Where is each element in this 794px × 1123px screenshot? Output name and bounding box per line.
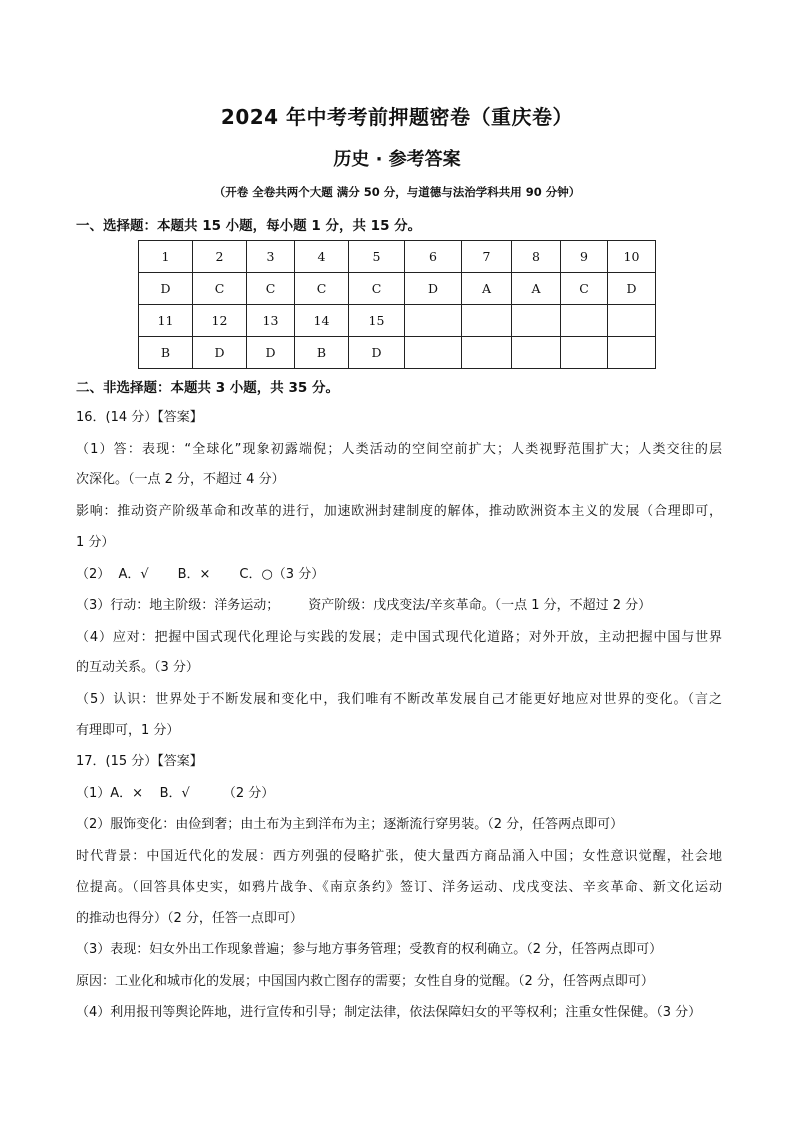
table-cell: [405, 305, 462, 337]
text-line: 的互动关系。（3 分）: [76, 660, 199, 675]
table-cell: 4: [295, 241, 349, 273]
table-cell: D: [349, 337, 405, 369]
text-line: 时代背景：中国近代化的发展：西方列强的侵略扩张，使大量西方商品涌入中国；女性意识觉醒，社会地: [76, 849, 722, 864]
table-cell: [608, 305, 656, 337]
question-number-row-2: [139, 305, 656, 337]
answer-table: [138, 240, 656, 369]
table-cell: 6: [405, 241, 462, 273]
section-1-heading: 一、选择题：本题共 15 小题，每小题 1 分，共 15 分。: [76, 218, 422, 234]
text-line: （2） A．√ B．× C．○（3 分）: [76, 567, 325, 582]
text-line: （1）答：表现：“全球化”现象初露端倪；人类活动的空间空前扩大；人类视野范围扩大；人类交往的层: [76, 442, 722, 457]
table-cell: A: [512, 273, 561, 305]
table-cell: 3: [247, 241, 295, 273]
question-16-header: 16．(14 分）【答案】: [76, 410, 203, 425]
table-cell: 2: [193, 241, 247, 273]
text-line: （2）服饰变化：由俭到奢；由土布为主到洋布为主；逐渐流行穿男装。（2 分，任答两点即可）: [76, 817, 624, 832]
table-cell: B: [295, 337, 349, 369]
table-cell: D: [608, 273, 656, 305]
table-cell: D: [139, 273, 193, 305]
text-line: （3）表现：妇女外出工作现象普遍；参与地方事务管理；受教育的权利确立。（2 分，任答两点即可）: [76, 942, 663, 957]
answer-row-2: [139, 337, 656, 369]
table-cell: 12: [193, 305, 247, 337]
text-line: （4）利用报刊等舆论阵地，进行宣传和引导；制定法律，依法保障妇女的平等权利；注重女性保健。（3 分）: [76, 1005, 702, 1020]
table-cell: A: [462, 273, 512, 305]
table-cell: C: [561, 273, 608, 305]
table-cell: [462, 305, 512, 337]
page-subtitle: 历史 · 参考答案: [333, 149, 461, 170]
table-cell: [561, 305, 608, 337]
text-line: 的推动也得分）（2 分，任答一点即可）: [76, 911, 303, 926]
text-line: （4）应对：把握中国式现代化理论与实践的发展；走中国式现代化道路；对外开放，主动把握中国与世界: [76, 630, 722, 645]
table-cell: D: [405, 273, 462, 305]
section-2-heading: 二、非选择题：本题共 3 小题，共 35 分。: [76, 380, 339, 396]
table-cell: [561, 337, 608, 369]
table-cell: 9: [561, 241, 608, 273]
table-cell: [512, 305, 561, 337]
text-line: 次深化。（一点 2 分，不超过 4 分）: [76, 472, 285, 487]
page-title: 2024 年中考考前押题密卷（重庆卷）: [220, 105, 574, 129]
table-cell: C: [247, 273, 295, 305]
table-cell: 5: [349, 241, 405, 273]
table-cell: 15: [349, 305, 405, 337]
table-cell: 11: [139, 305, 193, 337]
text-line: （5）认识：世界处于不断发展和变化中，我们唯有不断改革发展自己才能更好地应对世界的变化。（言之: [76, 692, 722, 707]
exam-note: （开卷 全卷共两个大题 满分 50 分，与道德与法治学科共用 90 分钟）: [213, 185, 581, 199]
table-cell: [405, 337, 462, 369]
table-cell: [608, 337, 656, 369]
table-cell: C: [349, 273, 405, 305]
text-line: （1）A．× B．√ （2 分）: [76, 786, 275, 801]
table-cell: B: [139, 337, 193, 369]
text-line: （3）行动：地主阶级：洋务运动； 资产阶级：戊戌变法/辛亥革命。（一点 1 分，不超过 2 分）: [76, 598, 652, 613]
question-number-row-1: [139, 241, 656, 273]
table-cell: 8: [512, 241, 561, 273]
table-cell: D: [193, 337, 247, 369]
table-cell: 13: [247, 305, 295, 337]
text-line: 1 分）: [76, 535, 115, 550]
table-cell: [512, 337, 561, 369]
answer-row-1: [139, 273, 656, 305]
table-cell: 14: [295, 305, 349, 337]
table-cell: 1: [139, 241, 193, 273]
text-line: 影响：推动资产阶级革命和改革的进行，加速欧洲封建制度的解体，推动欧洲资本主义的发展（合理即可，: [76, 504, 722, 519]
table-cell: [462, 337, 512, 369]
text-line: 原因：工业化和城市化的发展；中国国内救亡图存的需要；女性自身的觉醒。（2 分，任答两点即可）: [76, 974, 654, 989]
text-line: 有理即可，1 分）: [76, 723, 180, 738]
table-cell: C: [193, 273, 247, 305]
question-17-header: 17．(15 分）【答案】: [76, 754, 203, 769]
table-cell: 10: [608, 241, 656, 273]
text-line: 位提高。（回答具体史实，如鸦片战争、《南京条约》签订、洋务运动、戊戌变法、辛亥革命、新文化运动: [76, 880, 722, 895]
table-cell: C: [295, 273, 349, 305]
table-cell: D: [247, 337, 295, 369]
table-cell: 7: [462, 241, 512, 273]
